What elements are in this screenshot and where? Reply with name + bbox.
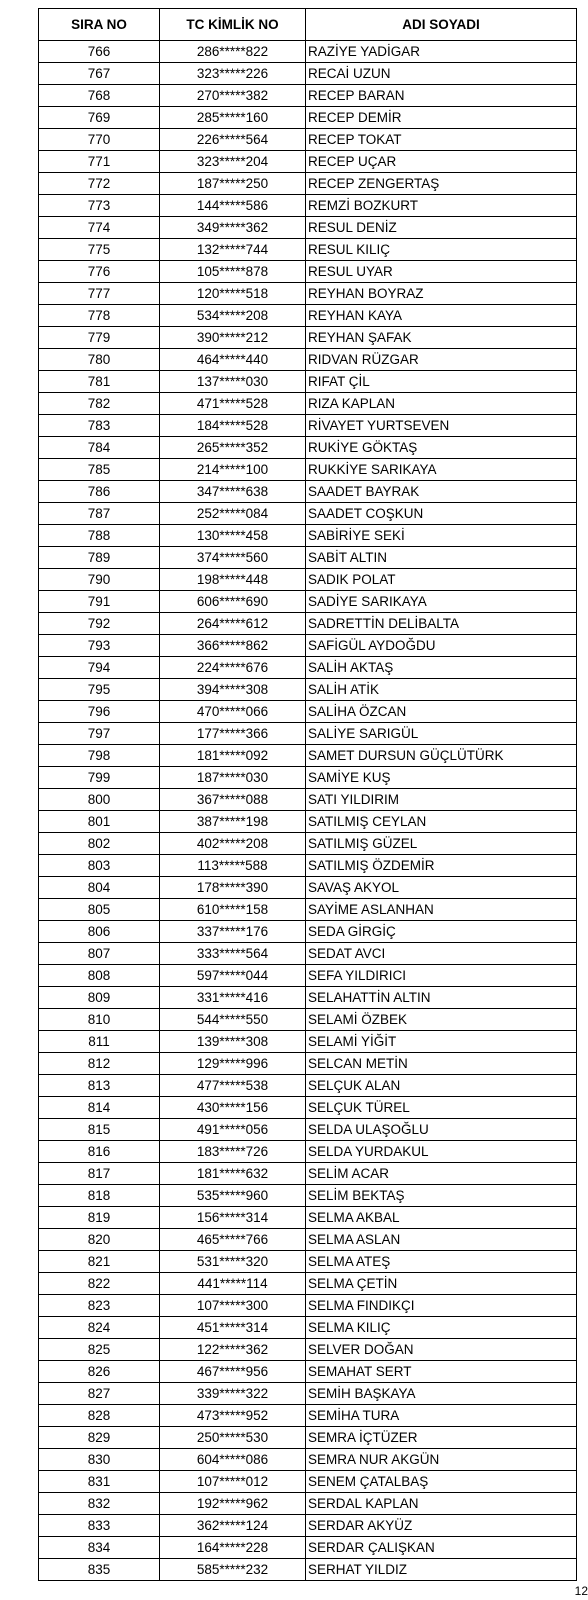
table-row — [39, 525, 577, 547]
table-row — [39, 833, 577, 855]
cell-sira-no: 780 — [39, 349, 160, 371]
cell-tc-kimlik-no: 107*****012 — [160, 1471, 306, 1493]
cell-tc-kimlik-no: 285*****160 — [160, 107, 306, 129]
cell-tc-kimlik-no: 362*****124 — [160, 1515, 306, 1537]
table-row — [39, 239, 577, 261]
cell-tc-kimlik-no: 585*****232 — [160, 1559, 306, 1581]
table-row — [39, 701, 577, 723]
cell-adi-soyadi: SERDAR ÇALIŞKAN — [306, 1537, 577, 1559]
cell-adi-soyadi: RIZA KAPLAN — [306, 393, 577, 415]
cell-sira-no: 809 — [39, 987, 160, 1009]
table-row — [39, 393, 577, 415]
cell-sira-no: 785 — [39, 459, 160, 481]
cell-adi-soyadi: SELMA AKBAL — [306, 1207, 577, 1229]
cell-sira-no: 827 — [39, 1383, 160, 1405]
cell-adi-soyadi: RECEP BARAN — [306, 85, 577, 107]
cell-tc-kimlik-no: 144*****586 — [160, 195, 306, 217]
table-row — [39, 283, 577, 305]
cell-sira-no: 831 — [39, 1471, 160, 1493]
table-row — [39, 327, 577, 349]
cell-tc-kimlik-no: 441*****114 — [160, 1273, 306, 1295]
cell-tc-kimlik-no: 337*****176 — [160, 921, 306, 943]
cell-sira-no: 783 — [39, 415, 160, 437]
table-row — [39, 1383, 577, 1405]
cell-sira-no: 767 — [39, 63, 160, 85]
cell-tc-kimlik-no: 464*****440 — [160, 349, 306, 371]
cell-sira-no: 796 — [39, 701, 160, 723]
cell-tc-kimlik-no: 120*****518 — [160, 283, 306, 305]
table-row — [39, 1273, 577, 1295]
table-row — [39, 943, 577, 965]
cell-sira-no: 790 — [39, 569, 160, 591]
cell-adi-soyadi: SALİYE SARIGÜL — [306, 723, 577, 745]
cell-adi-soyadi: SATILMIŞ ÖZDEMİR — [306, 855, 577, 877]
roster-table — [38, 8, 577, 1581]
table-row — [39, 591, 577, 613]
cell-adi-soyadi: REMZİ BOZKURT — [306, 195, 577, 217]
cell-tc-kimlik-no: 597*****044 — [160, 965, 306, 987]
cell-tc-kimlik-no: 192*****962 — [160, 1493, 306, 1515]
cell-adi-soyadi: RIDVAN RÜZGAR — [306, 349, 577, 371]
cell-tc-kimlik-no: 265*****352 — [160, 437, 306, 459]
cell-adi-soyadi: SELİM ACAR — [306, 1163, 577, 1185]
cell-sira-no: 828 — [39, 1405, 160, 1427]
cell-tc-kimlik-no: 139*****308 — [160, 1031, 306, 1053]
table-row — [39, 1229, 577, 1251]
cell-adi-soyadi: RECEP UÇAR — [306, 151, 577, 173]
cell-sira-no: 807 — [39, 943, 160, 965]
cell-tc-kimlik-no: 113*****588 — [160, 855, 306, 877]
table-row — [39, 85, 577, 107]
cell-sira-no: 823 — [39, 1295, 160, 1317]
table-row — [39, 1075, 577, 1097]
cell-sira-no: 789 — [39, 547, 160, 569]
cell-adi-soyadi: RIFAT ÇİL — [306, 371, 577, 393]
table-row — [39, 899, 577, 921]
cell-sira-no: 784 — [39, 437, 160, 459]
cell-tc-kimlik-no: 331*****416 — [160, 987, 306, 1009]
table-row — [39, 723, 577, 745]
cell-sira-no: 771 — [39, 151, 160, 173]
cell-tc-kimlik-no: 402*****208 — [160, 833, 306, 855]
cell-sira-no: 804 — [39, 877, 160, 899]
cell-sira-no: 792 — [39, 613, 160, 635]
cell-sira-no: 799 — [39, 767, 160, 789]
cell-adi-soyadi: SAMİYE KUŞ — [306, 767, 577, 789]
table-row — [39, 173, 577, 195]
cell-adi-soyadi: SABİRİYE SEKİ — [306, 525, 577, 547]
cell-sira-no: 787 — [39, 503, 160, 525]
cell-tc-kimlik-no: 132*****744 — [160, 239, 306, 261]
cell-tc-kimlik-no: 477*****538 — [160, 1075, 306, 1097]
cell-sira-no: 798 — [39, 745, 160, 767]
table-row — [39, 481, 577, 503]
cell-tc-kimlik-no: 467*****956 — [160, 1361, 306, 1383]
cell-adi-soyadi: SAFİGÜL AYDOĞDU — [306, 635, 577, 657]
cell-sira-no: 832 — [39, 1493, 160, 1515]
cell-sira-no: 791 — [39, 591, 160, 613]
cell-adi-soyadi: SELAHATTİN ALTIN — [306, 987, 577, 1009]
cell-sira-no: 819 — [39, 1207, 160, 1229]
cell-adi-soyadi: SERDAR AKYÜZ — [306, 1515, 577, 1537]
cell-sira-no: 824 — [39, 1317, 160, 1339]
cell-tc-kimlik-no: 105*****878 — [160, 261, 306, 283]
table-row — [39, 129, 577, 151]
cell-sira-no: 806 — [39, 921, 160, 943]
table-row — [39, 195, 577, 217]
cell-adi-soyadi: RECEP TOKAT — [306, 129, 577, 151]
table-row — [39, 1493, 577, 1515]
cell-tc-kimlik-no: 250*****530 — [160, 1427, 306, 1449]
cell-adi-soyadi: SEMİH BAŞKAYA — [306, 1383, 577, 1405]
cell-adi-soyadi: SAMET DURSUN GÜÇLÜTÜRK — [306, 745, 577, 767]
table-row — [39, 613, 577, 635]
table-row — [39, 437, 577, 459]
table-row — [39, 1295, 577, 1317]
cell-adi-soyadi: SAADET BAYRAK — [306, 481, 577, 503]
cell-adi-soyadi: SADIK POLAT — [306, 569, 577, 591]
cell-sira-no: 813 — [39, 1075, 160, 1097]
cell-sira-no: 805 — [39, 899, 160, 921]
table-row — [39, 1163, 577, 1185]
table-row — [39, 415, 577, 437]
cell-tc-kimlik-no: 183*****726 — [160, 1141, 306, 1163]
cell-adi-soyadi: RECEP ZENGERTAŞ — [306, 173, 577, 195]
cell-adi-soyadi: SELÇUK TÜREL — [306, 1097, 577, 1119]
cell-adi-soyadi: SELMA ÇETİN — [306, 1273, 577, 1295]
cell-tc-kimlik-no: 187*****250 — [160, 173, 306, 195]
table-row — [39, 459, 577, 481]
cell-adi-soyadi: SENEM ÇATALBAŞ — [306, 1471, 577, 1493]
cell-adi-soyadi: SABİT ALTIN — [306, 547, 577, 569]
cell-sira-no: 766 — [39, 41, 160, 63]
header-adi-soyadi: ADI SOYADI — [306, 9, 577, 41]
table-row — [39, 349, 577, 371]
cell-adi-soyadi: RUKKİYE SARIKAYA — [306, 459, 577, 481]
cell-adi-soyadi: SELDA YURDAKUL — [306, 1141, 577, 1163]
cell-adi-soyadi: REYHAN KAYA — [306, 305, 577, 327]
cell-sira-no: 777 — [39, 283, 160, 305]
cell-tc-kimlik-no: 430*****156 — [160, 1097, 306, 1119]
cell-tc-kimlik-no: 178*****390 — [160, 877, 306, 899]
cell-tc-kimlik-no: 473*****952 — [160, 1405, 306, 1427]
cell-tc-kimlik-no: 366*****862 — [160, 635, 306, 657]
cell-tc-kimlik-no: 387*****198 — [160, 811, 306, 833]
table-row — [39, 745, 577, 767]
table-row — [39, 547, 577, 569]
cell-sira-no: 800 — [39, 789, 160, 811]
cell-sira-no: 820 — [39, 1229, 160, 1251]
cell-adi-soyadi: SELMA KILIÇ — [306, 1317, 577, 1339]
table-row — [39, 217, 577, 239]
cell-tc-kimlik-no: 534*****208 — [160, 305, 306, 327]
cell-sira-no: 768 — [39, 85, 160, 107]
cell-sira-no: 782 — [39, 393, 160, 415]
cell-tc-kimlik-no: 610*****158 — [160, 899, 306, 921]
table-row — [39, 1559, 577, 1581]
table-row — [39, 965, 577, 987]
cell-tc-kimlik-no: 226*****564 — [160, 129, 306, 151]
cell-adi-soyadi: RİVAYET YURTSEVEN — [306, 415, 577, 437]
table-row — [39, 1471, 577, 1493]
cell-sira-no: 818 — [39, 1185, 160, 1207]
cell-sira-no: 770 — [39, 129, 160, 151]
cell-adi-soyadi: SADİYE SARIKAYA — [306, 591, 577, 613]
cell-tc-kimlik-no: 333*****564 — [160, 943, 306, 965]
cell-tc-kimlik-no: 491*****056 — [160, 1119, 306, 1141]
table-row — [39, 1119, 577, 1141]
cell-tc-kimlik-no: 347*****638 — [160, 481, 306, 503]
cell-adi-soyadi: SERDAL KAPLAN — [306, 1493, 577, 1515]
cell-adi-soyadi: SELAMİ YİĞİT — [306, 1031, 577, 1053]
table-row — [39, 1317, 577, 1339]
cell-tc-kimlik-no: 181*****632 — [160, 1163, 306, 1185]
table-row — [39, 371, 577, 393]
table-row — [39, 1339, 577, 1361]
table-row — [39, 1537, 577, 1559]
table-row — [39, 1251, 577, 1273]
page-number: 12 — [574, 1584, 588, 1598]
table-header-row — [39, 9, 577, 41]
cell-tc-kimlik-no: 471*****528 — [160, 393, 306, 415]
cell-sira-no: 773 — [39, 195, 160, 217]
cell-adi-soyadi: SALİHA ÖZCAN — [306, 701, 577, 723]
cell-tc-kimlik-no: 531*****320 — [160, 1251, 306, 1273]
cell-adi-soyadi: SELCAN METİN — [306, 1053, 577, 1075]
cell-sira-no: 797 — [39, 723, 160, 745]
cell-adi-soyadi: SATILMIŞ GÜZEL — [306, 833, 577, 855]
cell-sira-no: 830 — [39, 1449, 160, 1471]
cell-sira-no: 772 — [39, 173, 160, 195]
cell-sira-no: 786 — [39, 481, 160, 503]
cell-adi-soyadi: SELVER DOĞAN — [306, 1339, 577, 1361]
cell-sira-no: 803 — [39, 855, 160, 877]
cell-adi-soyadi: RECEP DEMİR — [306, 107, 577, 129]
cell-tc-kimlik-no: 465*****766 — [160, 1229, 306, 1251]
table-row — [39, 1361, 577, 1383]
cell-sira-no: 821 — [39, 1251, 160, 1273]
table-row — [39, 877, 577, 899]
table-row — [39, 1207, 577, 1229]
table-row — [39, 107, 577, 129]
cell-adi-soyadi: SEMRA İÇTÜZER — [306, 1427, 577, 1449]
table-row — [39, 1185, 577, 1207]
table-row — [39, 1405, 577, 1427]
cell-sira-no: 814 — [39, 1097, 160, 1119]
cell-adi-soyadi: SELÇUK ALAN — [306, 1075, 577, 1097]
cell-tc-kimlik-no: 323*****204 — [160, 151, 306, 173]
cell-tc-kimlik-no: 390*****212 — [160, 327, 306, 349]
cell-adi-soyadi: SELMA ATEŞ — [306, 1251, 577, 1273]
cell-adi-soyadi: RESUL KILIÇ — [306, 239, 577, 261]
table-row — [39, 767, 577, 789]
table-row — [39, 811, 577, 833]
cell-adi-soyadi: SEDAT AVCI — [306, 943, 577, 965]
cell-tc-kimlik-no: 130*****458 — [160, 525, 306, 547]
cell-sira-no: 793 — [39, 635, 160, 657]
cell-tc-kimlik-no: 177*****366 — [160, 723, 306, 745]
header-sira-no: SIRA NO — [39, 9, 160, 41]
table-row — [39, 1141, 577, 1163]
table-row — [39, 1449, 577, 1471]
table-row — [39, 1427, 577, 1449]
table-row — [39, 41, 577, 63]
cell-sira-no: 825 — [39, 1339, 160, 1361]
cell-sira-no: 826 — [39, 1361, 160, 1383]
cell-sira-no: 775 — [39, 239, 160, 261]
cell-adi-soyadi: SALİH ATİK — [306, 679, 577, 701]
cell-adi-soyadi: SADRETTİN DELİBALTA — [306, 613, 577, 635]
table-row — [39, 921, 577, 943]
cell-tc-kimlik-no: 270*****382 — [160, 85, 306, 107]
cell-sira-no: 778 — [39, 305, 160, 327]
cell-sira-no: 835 — [39, 1559, 160, 1581]
cell-adi-soyadi: RECAİ UZUN — [306, 63, 577, 85]
cell-adi-soyadi: SELMA FINDIKÇI — [306, 1295, 577, 1317]
cell-sira-no: 812 — [39, 1053, 160, 1075]
cell-tc-kimlik-no: 374*****560 — [160, 547, 306, 569]
cell-sira-no: 811 — [39, 1031, 160, 1053]
cell-tc-kimlik-no: 214*****100 — [160, 459, 306, 481]
table-row — [39, 1053, 577, 1075]
cell-adi-soyadi: SAVAŞ AKYOL — [306, 877, 577, 899]
cell-adi-soyadi: SAYİME ASLANHAN — [306, 899, 577, 921]
cell-tc-kimlik-no: 181*****092 — [160, 745, 306, 767]
cell-sira-no: 829 — [39, 1427, 160, 1449]
cell-tc-kimlik-no: 451*****314 — [160, 1317, 306, 1339]
table-row — [39, 1009, 577, 1031]
cell-adi-soyadi: REYHAN BOYRAZ — [306, 283, 577, 305]
cell-adi-soyadi: SERHAT YILDIZ — [306, 1559, 577, 1581]
cell-sira-no: 795 — [39, 679, 160, 701]
cell-adi-soyadi: RAZİYE YADİGAR — [306, 41, 577, 63]
cell-tc-kimlik-no: 286*****822 — [160, 41, 306, 63]
cell-tc-kimlik-no: 198*****448 — [160, 569, 306, 591]
cell-adi-soyadi: SELMA ASLAN — [306, 1229, 577, 1251]
cell-adi-soyadi: SELAMİ ÖZBEK — [306, 1009, 577, 1031]
table-row — [39, 1515, 577, 1537]
table-row — [39, 151, 577, 173]
cell-sira-no: 817 — [39, 1163, 160, 1185]
table-row — [39, 63, 577, 85]
cell-sira-no: 833 — [39, 1515, 160, 1537]
cell-sira-no: 810 — [39, 1009, 160, 1031]
table-row — [39, 1031, 577, 1053]
cell-tc-kimlik-no: 224*****676 — [160, 657, 306, 679]
cell-adi-soyadi: SELDA ULAŞOĞLU — [306, 1119, 577, 1141]
cell-sira-no: 801 — [39, 811, 160, 833]
table-row — [39, 855, 577, 877]
cell-sira-no: 815 — [39, 1119, 160, 1141]
cell-tc-kimlik-no: 164*****228 — [160, 1537, 306, 1559]
cell-adi-soyadi: SATILMIŞ CEYLAN — [306, 811, 577, 833]
table-row — [39, 503, 577, 525]
table-row — [39, 569, 577, 591]
cell-tc-kimlik-no: 367*****088 — [160, 789, 306, 811]
cell-tc-kimlik-no: 544*****550 — [160, 1009, 306, 1031]
cell-tc-kimlik-no: 252*****084 — [160, 503, 306, 525]
cell-tc-kimlik-no: 107*****300 — [160, 1295, 306, 1317]
cell-adi-soyadi: SEMRA NUR AKGÜN — [306, 1449, 577, 1471]
cell-sira-no: 794 — [39, 657, 160, 679]
cell-sira-no: 779 — [39, 327, 160, 349]
cell-adi-soyadi: SEMAHAT SERT — [306, 1361, 577, 1383]
cell-sira-no: 822 — [39, 1273, 160, 1295]
cell-sira-no: 808 — [39, 965, 160, 987]
cell-sira-no: 802 — [39, 833, 160, 855]
table-row — [39, 657, 577, 679]
cell-adi-soyadi: SEMİHA TURA — [306, 1405, 577, 1427]
cell-sira-no: 769 — [39, 107, 160, 129]
cell-adi-soyadi: RESUL UYAR — [306, 261, 577, 283]
cell-tc-kimlik-no: 470*****066 — [160, 701, 306, 723]
cell-sira-no: 834 — [39, 1537, 160, 1559]
cell-sira-no: 774 — [39, 217, 160, 239]
cell-adi-soyadi: SEFA YILDIRICI — [306, 965, 577, 987]
cell-sira-no: 816 — [39, 1141, 160, 1163]
table-row — [39, 305, 577, 327]
cell-adi-soyadi: SEDA GİRGİÇ — [306, 921, 577, 943]
table-row — [39, 635, 577, 657]
cell-tc-kimlik-no: 122*****362 — [160, 1339, 306, 1361]
cell-tc-kimlik-no: 156*****314 — [160, 1207, 306, 1229]
cell-tc-kimlik-no: 187*****030 — [160, 767, 306, 789]
cell-tc-kimlik-no: 339*****322 — [160, 1383, 306, 1405]
table-row — [39, 261, 577, 283]
table-row — [39, 1097, 577, 1119]
cell-tc-kimlik-no: 184*****528 — [160, 415, 306, 437]
cell-tc-kimlik-no: 129*****996 — [160, 1053, 306, 1075]
cell-adi-soyadi: SATI YILDIRIM — [306, 789, 577, 811]
cell-adi-soyadi: SALİH AKTAŞ — [306, 657, 577, 679]
cell-tc-kimlik-no: 604*****086 — [160, 1449, 306, 1471]
cell-tc-kimlik-no: 394*****308 — [160, 679, 306, 701]
cell-sira-no: 781 — [39, 371, 160, 393]
cell-adi-soyadi: SAADET COŞKUN — [306, 503, 577, 525]
cell-tc-kimlik-no: 606*****690 — [160, 591, 306, 613]
cell-adi-soyadi: RUKİYE GÖKTAŞ — [306, 437, 577, 459]
header-tc-kimlik-no: TC KİMLİK NO — [160, 9, 306, 41]
cell-adi-soyadi: REYHAN ŞAFAK — [306, 327, 577, 349]
cell-sira-no: 788 — [39, 525, 160, 547]
cell-tc-kimlik-no: 264*****612 — [160, 613, 306, 635]
table-row — [39, 987, 577, 1009]
cell-tc-kimlik-no: 137*****030 — [160, 371, 306, 393]
table-row — [39, 679, 577, 701]
cell-adi-soyadi: RESUL DENİZ — [306, 217, 577, 239]
cell-adi-soyadi: SELİM BEKTAŞ — [306, 1185, 577, 1207]
cell-tc-kimlik-no: 323*****226 — [160, 63, 306, 85]
cell-tc-kimlik-no: 349*****362 — [160, 217, 306, 239]
table-row — [39, 789, 577, 811]
cell-sira-no: 776 — [39, 261, 160, 283]
cell-tc-kimlik-no: 535*****960 — [160, 1185, 306, 1207]
